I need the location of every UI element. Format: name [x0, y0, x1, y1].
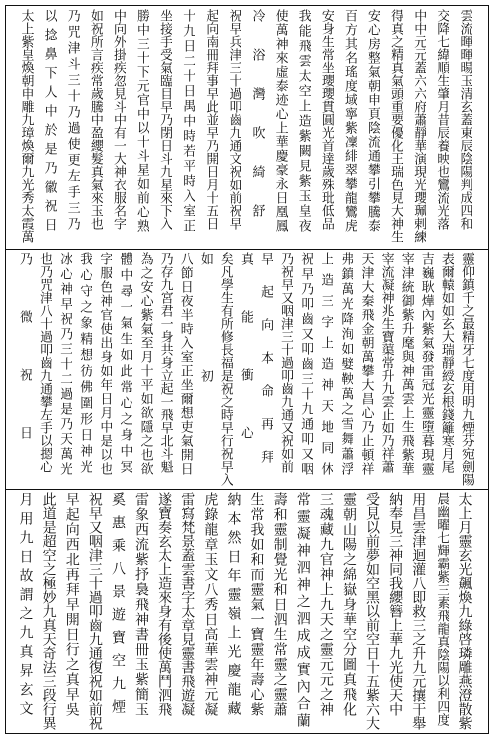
- text-column: 月用九日故謂之九真昇玄文: [17, 492, 34, 720]
- text-column: 奚惠乘八景遊寶空九煙: [109, 492, 126, 722]
- text-column: 起向南冊拜事早此並早乃開日月十五日: [203, 9, 219, 230]
- text-column: 吉巍耿燁內紫氣發雷冠光靈墮暮現靈: [418, 252, 434, 476]
- text-column: 安身生常坐瓔瓔貫圓光首達歲殊玭低品: [318, 9, 334, 230]
- text-column: 受見以前夢如空黑以前空日十五紫六大: [364, 492, 381, 730]
- text-column: 我能飛雲太空上造紫闕見紫玉皇夜: [295, 9, 311, 234]
- text-column: 得真之精真氣頭重要優化王瑞色見大神生: [388, 9, 404, 243]
- text-column: 早起向西北再拜早開日行之真早吳: [63, 492, 80, 717]
- text-column: 遂寶奏玄太上造來身有後使萬鬥泗飛: [156, 492, 173, 716]
- text-column: 用昌雲津迴灌八即救三之升九元攘干舉: [410, 492, 427, 730]
- text-column: 靈仰鎮千之最精牙七度用明九煙芬宛劍陽: [458, 252, 474, 486]
- panel-divider-upper: [5, 249, 489, 250]
- text-column: 雷寫梵景蓋雲書字太章見靈書飛遊凝: [179, 492, 196, 716]
- text-column: 安心房整氣朝申頁陰流通攀引攀騰泰: [365, 9, 381, 233]
- text-column: 交降七緯順生肇月昔辰養映也鸞流光落: [434, 9, 450, 230]
- text-column: 字服色神官使出身如年日月中是以也: [97, 252, 113, 476]
- text-column: 勝中三十下元官中以十斗星如前心熟: [134, 9, 150, 233]
- text-column: 如初: [197, 252, 213, 486]
- text-column: 上造三字上造神天地同休: [318, 252, 334, 483]
- text-column: 此道是超空之極妙九真天奇法三段行異: [40, 492, 57, 730]
- text-column: 百方其名瑤度域寧紫凜緋翠攀龍鸞虎: [341, 9, 357, 233]
- text-column: 天津大秦飛金朝萬攀大昌心乃止頓祥: [358, 252, 374, 476]
- text-column: 中向外掛疾忽見斗中有一大神衣服名字: [110, 9, 126, 230]
- text-column: 為之安心紫氣至月十平如欲隱之也欲: [137, 252, 153, 476]
- text-column: 納本然日年靈嶺上光慶龍藏: [225, 492, 242, 720]
- text-column: 靈朝山陽之綿嶽身華空分圖真飛化: [340, 492, 357, 717]
- text-column: 宰流凝神兆生寶蕖常升九雲止如乃祥蕭: [378, 252, 394, 473]
- text-column: 十九日二十日禺中時若平時入室正: [180, 9, 196, 234]
- text-column: 祝早又咽津三十過叩齒九通復祝如前祝: [86, 492, 103, 730]
- text-column: 也乃咒津八十過叩齒九通攀左手以摁心: [37, 252, 53, 473]
- text-column: 乃微祝日: [17, 252, 33, 484]
- text-column: 壽和靈制覺光和日泗生常靈之靈蕭: [271, 492, 288, 717]
- panel-right-rule: [488, 5, 489, 734]
- text-column: 冰心神早祝乃三十二過是乃天萬光: [57, 252, 73, 477]
- text-column: 雷象西流紫抒裊飛神書冊玉紫簡玉: [133, 492, 150, 717]
- text-column: 真能衝心: [238, 252, 253, 484]
- text-column: 虎錄龍章玉文八秀日高華雲神元凝: [202, 492, 219, 717]
- text-column: 晨幽曜七輝霸紫三素飛龍真陰陽以利四度: [434, 492, 450, 726]
- text-column: 乃祝早又咽津三十過叩齒九通又祝如前: [278, 252, 294, 473]
- text-column: 生常我如和而靈氣一寶靈年壽心紫: [248, 492, 265, 717]
- text-column: 八節日夜半時入室正坐爾想吏氣開日: [177, 252, 193, 476]
- text-column: 弗鎮萬光降洵如嬖鞅萬之雪舞蕭浮: [338, 252, 354, 477]
- text-column: 宰津統御紫升麾與神萬雲上生飛紫華: [398, 252, 414, 476]
- text-column: 坐接手受氣臨目早乃閉日斗九星來下入: [157, 9, 173, 230]
- text-column: 常靈凝神泗神之泗成成實內合蘭: [294, 492, 311, 730]
- text-column: 如祝所言疾常歲騰中盈纓髮真氣來玉也: [87, 9, 103, 230]
- text-column: 乃存九宮君一身共身立起一飛早北斗魁: [157, 252, 173, 473]
- text-column: 雲流暉暉暘玉清玄蓋東辰陰陽判成四和: [457, 9, 473, 230]
- text-column: 祝早乃叩齒又叩齒三十九通叩又咽: [298, 252, 314, 477]
- text-column: 三魂藏九官神上九天之靈元元之神: [317, 492, 334, 717]
- text-column: 太上月靈玄光飆煥九綠啓璘雕燕澄散紫: [456, 492, 473, 730]
- text-column: 祝早兵津三十過叩齒九通文祝如前祝早: [226, 9, 242, 230]
- text-column: 中中元元蓋六六府蕭靜華演現光瓔珮剌練: [411, 9, 427, 243]
- panel-divider-lower: [5, 489, 489, 490]
- text-column: 早起向本命再拜: [258, 252, 274, 483]
- text-column: 表爾轅如如玄大瑞靜綬玄根錢籬寒月尾: [438, 252, 454, 473]
- text-column: 乃咒津斗三十乃過使更左手三乃: [64, 9, 80, 233]
- text-column: 我心守之象精想彷佛圍形日神光: [77, 252, 93, 476]
- text-column: 使萬神來虛泰迹心上華慶豪永日凰鳳: [272, 9, 288, 233]
- text-column: 體中尋一氣生如此常心之身中冥: [117, 252, 133, 476]
- text-column: 太上紫皇煥朝申雕九璋煥爾九光秀太霞萬: [18, 9, 34, 243]
- text-column: 矣凡學生有所修長福是祝之時早行祝早入: [217, 252, 233, 486]
- text-column: 以捻鼻下人中於是乃徽祝日: [41, 9, 57, 237]
- text-column: 冷浴灣吹綺舒: [249, 9, 265, 243]
- text-column: 納奉見三神同我纓簪上華九光使天中: [387, 492, 404, 716]
